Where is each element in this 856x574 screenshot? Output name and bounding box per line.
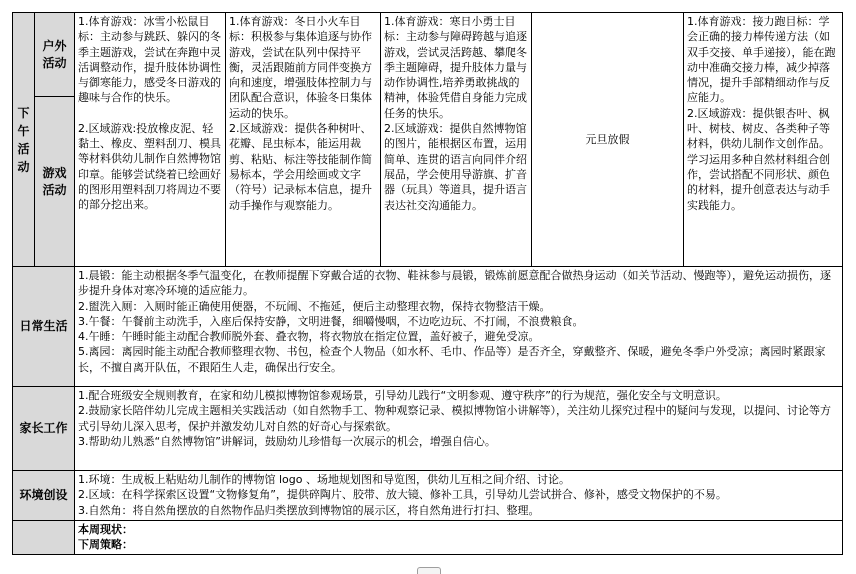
strategy-label: 下周策略： xyxy=(78,538,133,552)
outdoor-header xyxy=(35,13,75,97)
area-header xyxy=(35,97,75,267)
area-label: 游戏活动 xyxy=(42,165,67,197)
environment-line-1: 1.环境：生成板上粘贴幼儿制作的博物馆 logo 、场地规划图和导览图，供幼儿互相之间介绍、讨论。 xyxy=(78,473,570,486)
daily-line-2: 2.盥洗入厕：入厕时能正确使用便器，不玩闹、不拖延，便后主动整理衣物，保持衣物整洁干燥。 xyxy=(78,299,551,313)
parents-label: 家长工作 xyxy=(19,421,68,435)
holiday-text: 元旦放假 xyxy=(585,132,630,146)
day3-area-text: 2.区域游戏：提供自然博物馆的图片，能根据区布置，运用简单、连贯的语言向同伴介绍展品，学会使用导游旗、扩音器（玩具）等道具，提升语言表达社交沟通能力。 xyxy=(384,122,527,212)
daily-row xyxy=(13,267,843,387)
parents-line-3: 3.帮助幼儿熟悉“自然博物馆”讲解词，鼓励幼儿珍惜每一次展示的机会，增强自信心。 xyxy=(78,434,496,448)
environment-line-3: 3.自然角：将自然角摆放的自然物作品归类摆放到博物馆的展示区，将自然角进行打扫、整理。 xyxy=(78,503,540,517)
day1-outdoor-text: 1.体育游戏：冰雪小松鼠目标：主动参与跳跃、躲闪的冬季主题游戏，尝试在奔跑中灵活调整动作，提升肢体协调性与御寒能力，感受冬日游戏的趣味与合作的快乐。 xyxy=(78,15,221,105)
outdoor-label: 户外活动 xyxy=(42,38,67,70)
day3-outdoor-text: 1.体育游戏：寒日小勇士目标：主动参与障碍跨越与追逐游戏，尝试灵活跨越、攀爬冬季主题障碍，提升肢体力量与动作协调性,培养勇敢挑战的精神，体验凭借自身能力完成任务的快乐。 xyxy=(384,15,527,120)
parents-header xyxy=(13,387,75,471)
daily-header xyxy=(13,267,75,387)
daily-line-5: 5.离园：离园时能主动配合教师整理衣物、书包，检查个人物品（如水杯、毛巾、作品等）是否齐全，穿戴整齐、保暖，避免冬季户外受凉；离园时紧跟家长，不擅自离开队伍，不跟陌生人走，确保出行安全。 xyxy=(78,345,826,374)
environment-row xyxy=(13,471,843,521)
afternoon-label: 下午活动 xyxy=(17,105,30,174)
daily-line-1: 1.晨锻：能主动根据冬季气温变化，在教师提醒下穿戴合适的衣物、鞋袜参与晨锻，锻炼前愿意配合做热身运动（如关节活动、慢跑等），避免运动损伤，逐步提升身体对寒冷环境的适应能力。 xyxy=(78,269,831,298)
environment-cell xyxy=(75,471,843,521)
afternoon-header xyxy=(13,13,35,267)
plan-sheet xyxy=(12,12,843,555)
afternoon-cell-day1 xyxy=(75,13,226,267)
status-label: 本周现状： xyxy=(78,523,133,536)
holiday-cell xyxy=(532,13,684,267)
day5-area-text: 2.区域游戏：提供银杏叶、枫叶、树枝、树皮、各类种子等材料，供幼儿制作文创作品。学习运用多种自然材料组合创作，尝试搭配不同形状、颜色的材料，提升创意表达与动手实践能力。 xyxy=(687,106,830,212)
afternoon-cell-day5 xyxy=(684,13,843,267)
parents-line-2: 2.鼓励家长陪伴幼儿完成主题相关实践活动（如自然物手工、物种观察记录、模拟博物馆小讲解等），关注幼儿探究过程中的疑问与发现，以提问、讨论等方式引导幼儿深入思考，保护并激发幼儿对自然的好奇心与探索欲。 xyxy=(78,404,831,433)
summary-cell xyxy=(75,521,843,555)
day2-outdoor-text: 1.体育游戏：冬日小火车目标：积极参与集体追逐与协作游戏，尝试在队列中保持平衡，灵活跟随前方同伴变换方向和速度，增强肢体控制力与团队配合意识，体验冬日集体运动的快乐。 xyxy=(229,15,372,120)
summary-row xyxy=(13,521,843,555)
day1-area-text: 2.区域游戏:投放橡皮泥、轻黏土、橡皮、塑料刮刀、模具等材料供幼儿制作自然博物馆印章。能够尝试绕着已绘画好的图形用塑料刮刀将周边不要的部分挖出来。 xyxy=(78,121,221,212)
parents-row xyxy=(13,387,843,471)
parents-cell xyxy=(75,387,843,471)
day5-outdoor-text: 1.体育游戏：接力跑目标：学会正确的接力棒传递方法（如双手交接、单手递接），能在跑动中准确交接力棒，减少掉落情况，提升手部精细动作与反应能力。 xyxy=(687,15,836,105)
day2-area-text: 2.区域游戏：提供各种树叶、花瓣、昆虫标本，能运用裁剪、粘贴、标注等技能制作简易标本，学会用绘画或文字（符号）记录标本信息，提升动手操作与观察能力。 xyxy=(229,122,372,212)
environment-line-2: 2.区域：在科学探索区设置“文物修复角”，提供碎陶片、胶带、放大镜、修补工具，引导幼儿尝试拼合、修补，感受文物保护的不易。 xyxy=(78,488,727,502)
daily-line-4: 4.午睡：午睡时能主动配合教师脱外套、叠衣物，将衣物放在指定位置，盖好被子，避免受凉。 xyxy=(78,330,540,344)
daily-line-3: 3.午餐：午餐前主动洗手，入座后保持安静，文明进餐，细嚼慢咽，不边吃边玩、不打闹，不浪费粮食。 xyxy=(78,314,584,328)
parents-line-1: 1.配合班级安全规则教育，在家和幼儿模拟博物馆参观场景，引导幼儿践行“文明参观、遵守秩序”的行为规范，强化安全与文明意识。 xyxy=(78,389,727,402)
afternoon-outdoor-row xyxy=(13,13,843,97)
summary-header xyxy=(13,521,75,555)
afternoon-cell-day3 xyxy=(381,13,532,267)
daily-cell xyxy=(75,267,843,387)
environment-label: 环境创设 xyxy=(19,488,68,502)
daily-label: 日常生活 xyxy=(19,319,68,333)
weekly-plan-table xyxy=(12,12,843,555)
afternoon-cell-day2 xyxy=(226,13,381,267)
environment-header xyxy=(13,471,75,521)
